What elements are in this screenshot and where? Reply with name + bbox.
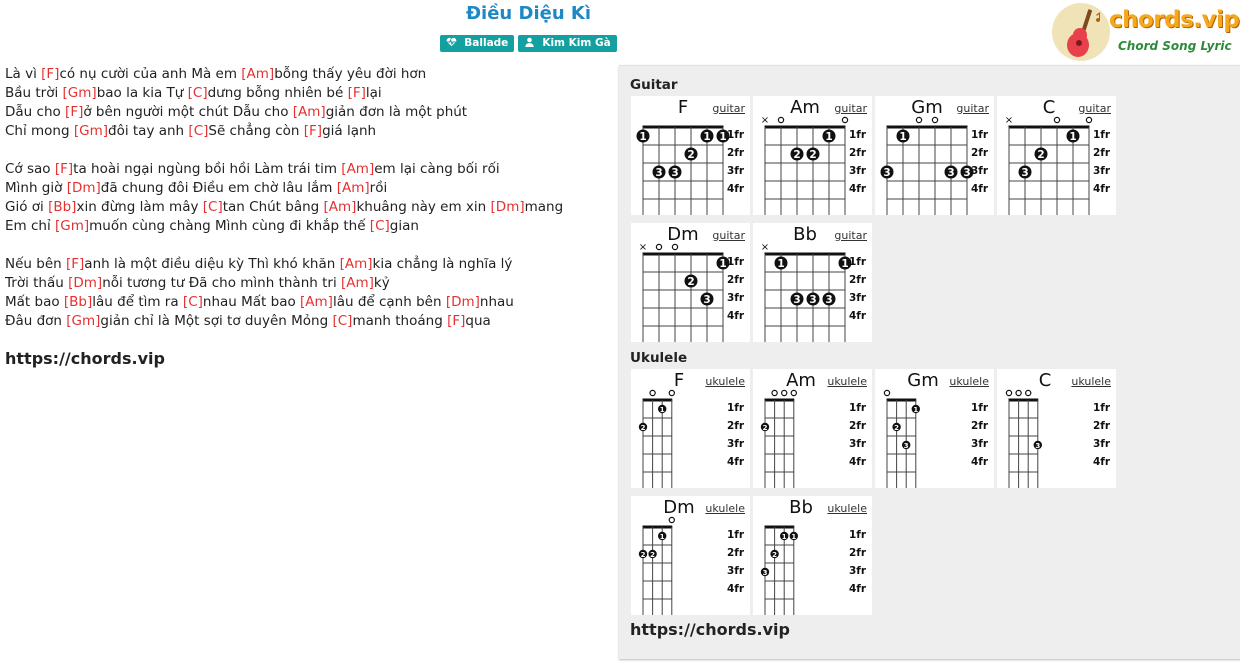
open-string-marker: [1086, 117, 1091, 122]
chord-marker[interactable]: [Gm]: [73, 123, 109, 139]
chord-marker[interactable]: [F]: [65, 104, 84, 120]
lyric-text: Chỉ mong: [5, 123, 74, 139]
finger-number: 3: [883, 167, 891, 179]
fret-label: 3fr: [1093, 438, 1111, 450]
chord-marker[interactable]: [Am]: [340, 275, 374, 291]
lyric-line: [5, 103, 605, 122]
guitar-chord-card[interactable]: [875, 96, 994, 215]
guitar-chord-card[interactable]: [753, 96, 872, 215]
finger-number: 1: [659, 406, 665, 414]
finger-number: 2: [809, 149, 817, 161]
ukulele-chord-card[interactable]: [753, 369, 872, 488]
lyric-text: Mất bao: [5, 294, 64, 310]
finger-number: 1: [703, 131, 711, 143]
fret-label: 2fr: [1093, 420, 1111, 432]
finger-number: 1: [777, 258, 785, 270]
lyric-text: Mình giờ: [5, 180, 67, 196]
open-string-marker: [650, 390, 655, 395]
chord-marker[interactable]: [Dm]: [445, 294, 480, 310]
fret-label: 1fr: [849, 256, 867, 268]
lyric-text: muốn cùng chàng Mình cùng đi khắp thế: [89, 218, 370, 234]
finger-number: 2: [1037, 149, 1045, 161]
fret-label: 3fr: [727, 565, 745, 577]
lyric-text: Sẽ chẳng còn: [208, 123, 304, 139]
chord-marker[interactable]: [Am]: [292, 104, 326, 120]
fret-label: 4fr: [849, 183, 867, 195]
chord-name: Am: [786, 370, 816, 391]
finger-number: 2: [687, 149, 695, 161]
lyric-line: [5, 255, 605, 274]
fret-label: 2fr: [971, 420, 989, 432]
lyric-text: em lại càng bối rối: [374, 161, 500, 177]
open-string-marker: [1006, 390, 1011, 395]
fret-label: 4fr: [849, 310, 867, 322]
chord-marker[interactable]: [C]: [182, 294, 203, 310]
genre-label: Ballade: [464, 37, 509, 49]
lyric-text: gian: [389, 218, 419, 234]
finger-number: 3: [671, 167, 679, 179]
fret-label: 3fr: [849, 165, 867, 177]
muted-string-marker: ×: [760, 115, 770, 126]
chord-type-link[interactable]: guitar: [712, 229, 745, 242]
lyric-text: qua: [465, 313, 491, 329]
chord-name: C: [1042, 97, 1056, 118]
lyric-text: giản chỉ là Một sợi tơ duyên Mỏng: [100, 313, 333, 329]
finger-number: 3: [963, 167, 971, 179]
finger-number: 2: [762, 424, 768, 432]
chord-type-link[interactable]: ukulele: [705, 502, 745, 515]
open-string-marker: [669, 390, 674, 395]
fret-label: 1fr: [727, 256, 745, 268]
fret-label: 1fr: [727, 129, 745, 141]
fret-label: 1fr: [849, 129, 867, 141]
muted-string-marker: ×: [1004, 115, 1014, 126]
lyric-text: Cớ sao: [5, 161, 55, 177]
fret-label: 3fr: [1093, 165, 1111, 177]
lyric-text: ta hoài ngại ngùng bồi hồi Làm trái tim: [73, 161, 342, 177]
chord-marker[interactable]: [Bb]: [63, 294, 93, 310]
finger-number: 2: [687, 276, 695, 288]
guitar-chord-card[interactable]: [631, 223, 750, 342]
lyric-text: lâu để cạnh bên: [332, 294, 446, 310]
open-string-marker: [791, 390, 796, 395]
chord-marker[interactable]: [F]: [54, 161, 74, 177]
lyric-line: [5, 179, 605, 198]
finger-number: 1: [719, 258, 727, 270]
lyric-text: lâu để tìm ra: [92, 294, 183, 310]
fret-label: 2fr: [849, 547, 867, 559]
finger-number: 3: [793, 294, 801, 306]
open-string-marker: [932, 117, 937, 122]
fret-label: 1fr: [1093, 129, 1111, 141]
chord-marker[interactable]: [Am]: [339, 256, 373, 272]
lyric-text: manh thoáng: [352, 313, 448, 329]
lyric-line: [5, 217, 605, 236]
song-badges: [0, 35, 1057, 52]
lyric-text: tan Chút bâng: [222, 199, 324, 215]
finger-number: 2: [640, 551, 646, 559]
genre-badge[interactable]: [440, 35, 514, 52]
finger-number: 3: [1021, 167, 1029, 179]
fret-label: 4fr: [849, 583, 867, 595]
lyric-stanza: [5, 255, 605, 331]
chord-marker[interactable]: [Am]: [300, 294, 333, 310]
fret-label: 4fr: [1093, 183, 1111, 195]
lyric-line: [5, 198, 605, 217]
lyric-stanza: [5, 65, 605, 141]
lyric-text: khuâng này em xin: [356, 199, 491, 215]
chord-name: Dm: [667, 224, 699, 245]
chord-marker[interactable]: [Gm]: [66, 313, 101, 329]
fret-label: 1fr: [727, 529, 745, 541]
finger-number: 3: [655, 167, 663, 179]
finger-number: 1: [639, 131, 647, 143]
fret-label: 1fr: [971, 129, 989, 141]
finger-number: 3: [762, 569, 768, 577]
guitar-chord-card[interactable]: [997, 96, 1116, 215]
fret-label: 2fr: [727, 420, 745, 432]
fret-label: 4fr: [971, 183, 989, 195]
finger-number: 1: [1069, 131, 1077, 143]
artist-label: Kim Kim Gà: [542, 37, 611, 49]
fret-label: 3fr: [727, 292, 745, 304]
finger-number: 3: [825, 294, 833, 306]
lyric-text: Đâu đơn: [5, 313, 67, 329]
finger-number: 1: [913, 406, 919, 414]
chord-type-link[interactable]: guitar: [834, 229, 867, 242]
open-string-marker: [842, 117, 847, 122]
fret-label: 2fr: [849, 147, 867, 159]
chord-marker[interactable]: [F]: [347, 85, 366, 101]
finger-number: 1: [841, 258, 849, 270]
fret-label: 3fr: [727, 165, 745, 177]
lyric-line: [5, 274, 605, 293]
fret-label: 4fr: [849, 456, 867, 468]
finger-number: 3: [903, 442, 909, 450]
ukulele-chord-card[interactable]: [631, 369, 750, 488]
finger-number: 3: [1035, 442, 1041, 450]
lyric-text: ở bên người một chút Dẫu cho: [83, 104, 293, 120]
muted-string-marker: ×: [760, 242, 770, 253]
site-logo[interactable]: [1052, 3, 1240, 63]
lyric-stanza: [5, 160, 605, 236]
finger-number: 1: [825, 131, 833, 143]
finger-number: 3: [809, 294, 817, 306]
lyric-line: [5, 65, 605, 84]
chord-name: F: [677, 97, 689, 118]
guitar-heading: Guitar: [630, 77, 678, 93]
lyric-text: Em chỉ: [5, 218, 55, 234]
finger-number: 2: [640, 424, 646, 432]
lyric-text: kia chẳng là nghĩa lý: [372, 256, 513, 272]
open-string-marker: [884, 390, 889, 395]
fret-label: 2fr: [727, 547, 745, 559]
fret-label: 3fr: [971, 438, 989, 450]
finger-number: 2: [650, 551, 656, 559]
ukulele-heading: Ukulele: [630, 350, 688, 366]
muted-string-marker: ×: [638, 242, 648, 253]
fret-label: 2fr: [727, 147, 745, 159]
lyric-text: kỷ: [373, 275, 390, 291]
guitar-icon: [1058, 5, 1106, 61]
open-string-marker: [1054, 117, 1059, 122]
open-string-marker: [656, 244, 661, 249]
lyrics-block: [5, 65, 605, 350]
chord-type-link[interactable]: ukulele: [705, 375, 745, 388]
chord-type-link[interactable]: ukulele: [949, 375, 989, 388]
fret-label: 4fr: [727, 310, 745, 322]
lyric-text: có nụ cười của anh Mà em: [59, 66, 242, 82]
chord-marker[interactable]: [F]: [41, 66, 60, 82]
lyric-text: Bầu trời: [5, 85, 63, 101]
guitar-chord-card[interactable]: [753, 223, 872, 342]
fret-label: 2fr: [1093, 147, 1111, 159]
heart-pulse-icon: [446, 37, 457, 47]
chord-name: Gm: [911, 97, 943, 118]
finger-number: 2: [793, 149, 801, 161]
guitar-chord-card[interactable]: [631, 96, 750, 215]
chord-type-link[interactable]: guitar: [1078, 102, 1111, 115]
chord-marker[interactable]: [C]: [188, 123, 209, 139]
finger-number: 1: [899, 131, 907, 143]
chord-type-link[interactable]: guitar: [712, 102, 745, 115]
chord-marker[interactable]: [C]: [187, 85, 208, 101]
chord-panel: [619, 65, 1240, 659]
ukulele-chord-card[interactable]: [753, 496, 872, 615]
lyric-text: Dẫu cho: [5, 104, 66, 120]
fret-label: 4fr: [727, 183, 745, 195]
fret-label: 3fr: [727, 438, 745, 450]
lyric-text: nỗi tương tư Đã cho mình thành tri: [102, 275, 341, 291]
open-string-marker: [669, 517, 674, 522]
lyric-text: đã chung đôi Điều em chờ lâu lắm: [100, 180, 337, 196]
site-url-left[interactable]: https://chords.vip: [5, 349, 165, 368]
lyric-text: nhau Mất bao: [202, 294, 301, 310]
open-string-marker: [772, 390, 777, 395]
lyric-line: [5, 160, 605, 179]
chord-marker[interactable]: [Am]: [241, 66, 275, 82]
logo-wordmark: chords.vip: [1109, 7, 1240, 33]
chord-marker[interactable]: [Dm]: [68, 275, 103, 291]
ukulele-chord-card[interactable]: [875, 369, 994, 488]
lyric-text: Gió ơi: [5, 199, 49, 215]
lyric-text: dưng bỗng nhiên bé: [207, 85, 348, 101]
logo-tagline: Chord Song Lyric: [1118, 39, 1232, 53]
chord-name: C: [1038, 370, 1052, 391]
open-string-marker: [1016, 390, 1021, 395]
chord-marker[interactable]: [Gm]: [55, 218, 90, 234]
ukulele-chord-card[interactable]: [631, 496, 750, 615]
lyric-line: [5, 122, 605, 141]
chord-type-link[interactable]: ukulele: [1071, 375, 1111, 388]
fret-label: 3fr: [849, 438, 867, 450]
chord-marker[interactable]: [F]: [447, 313, 466, 329]
chord-marker[interactable]: [Am]: [341, 161, 375, 177]
chord-marker[interactable]: [C]: [369, 218, 390, 234]
lyric-text: Nếu bên: [5, 256, 66, 272]
chord-type-link[interactable]: guitar: [834, 102, 867, 115]
open-string-marker: [778, 117, 783, 122]
chord-name: Gm: [907, 370, 939, 391]
user-icon: [524, 37, 535, 47]
finger-number: 3: [703, 294, 711, 306]
fret-label: 3fr: [849, 565, 867, 577]
ukulele-chord-card[interactable]: [997, 369, 1116, 488]
site-url-right[interactable]: https://chords.vip: [630, 620, 790, 639]
open-string-marker: [1026, 390, 1031, 395]
artist-badge[interactable]: [518, 35, 616, 52]
chord-type-link[interactable]: guitar: [956, 102, 989, 115]
fret-label: 2fr: [849, 274, 867, 286]
fret-label: 1fr: [849, 529, 867, 541]
fret-label: 4fr: [1093, 456, 1111, 468]
finger-number: 1: [781, 533, 787, 541]
lyric-text: rồi: [369, 180, 388, 196]
lyric-text: Là vì: [5, 66, 42, 82]
fret-label: 3fr: [971, 165, 989, 177]
fret-label: 4fr: [727, 583, 745, 595]
finger-number: 1: [791, 533, 797, 541]
open-string-marker: [916, 117, 921, 122]
chord-marker[interactable]: [C]: [332, 313, 353, 329]
fret-label: 1fr: [1093, 402, 1111, 414]
finger-number: 1: [719, 131, 727, 143]
lyric-line: [5, 84, 605, 103]
lyric-text: giá lạnh: [322, 123, 377, 139]
fret-label: 4fr: [971, 456, 989, 468]
lyric-line: [5, 312, 605, 331]
fret-label: 1fr: [971, 402, 989, 414]
lyric-text: xin đừng làm mây: [76, 199, 203, 215]
fret-label: 1fr: [849, 402, 867, 414]
lyric-text: anh là một điều diệu kỳ Thì khó khăn: [84, 256, 340, 272]
finger-number: 3: [947, 167, 955, 179]
fret-label: 1fr: [727, 402, 745, 414]
lyric-text: bao la kia Tự: [96, 85, 188, 101]
lyric-text: bỗng thấy yêu đời hơn: [274, 66, 427, 82]
lyric-text: nhau: [479, 294, 514, 310]
chord-type-link[interactable]: ukulele: [827, 502, 867, 515]
chord-name: F: [673, 370, 685, 391]
song-title: Điều Diệu Kì: [465, 3, 592, 24]
lyric-text: lại: [365, 85, 382, 101]
chord-marker[interactable]: [Gm]: [62, 85, 97, 101]
lyric-text: Trời thấu: [5, 275, 69, 291]
finger-number: 2: [894, 424, 900, 432]
chord-marker[interactable]: [Bb]: [48, 199, 77, 215]
open-string-marker: [782, 390, 787, 395]
fret-label: 2fr: [727, 274, 745, 286]
chord-marker[interactable]: [Am]: [323, 199, 357, 215]
chord-marker[interactable]: [C]: [202, 199, 223, 215]
fret-label: 4fr: [727, 456, 745, 468]
chord-name: Bb: [789, 497, 813, 518]
open-string-marker: [672, 244, 677, 249]
finger-number: 2: [772, 551, 778, 559]
lyric-text: mang: [524, 199, 564, 215]
chord-marker[interactable]: [Dm]: [66, 180, 101, 196]
chord-name: Bb: [793, 224, 817, 245]
lyric-text: giản đơn là một phút: [325, 104, 468, 120]
fret-label: 2fr: [971, 147, 989, 159]
chord-marker[interactable]: [Dm]: [490, 199, 525, 215]
chord-name: Dm: [663, 497, 695, 518]
chord-marker[interactable]: [F]: [65, 256, 85, 272]
fret-label: 2fr: [849, 420, 867, 432]
finger-number: 1: [659, 533, 665, 541]
chord-name: Am: [790, 97, 820, 118]
chord-marker[interactable]: [Am]: [336, 180, 370, 196]
chord-marker[interactable]: [F]: [303, 123, 323, 139]
lyric-text: đôi tay anh: [108, 123, 189, 139]
chord-type-link[interactable]: ukulele: [827, 375, 867, 388]
fret-label: 3fr: [849, 292, 867, 304]
lyric-line: [5, 293, 605, 312]
